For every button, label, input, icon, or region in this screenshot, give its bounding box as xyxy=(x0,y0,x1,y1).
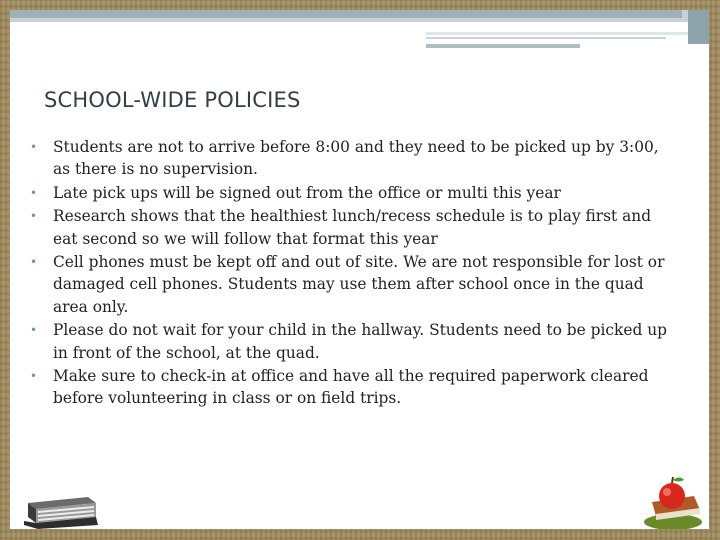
slide-title: SCHOOL-WIDE POLICIES xyxy=(44,88,301,112)
list-item-text: Late pick ups will be signed out from the office or multi this year xyxy=(53,183,561,202)
bullet-icon: • xyxy=(30,209,38,224)
list-item xyxy=(28,365,668,410)
bullet-icon: • xyxy=(30,369,38,384)
list-item xyxy=(28,136,668,181)
list-item xyxy=(28,205,668,250)
list-item xyxy=(28,182,668,204)
accent-line xyxy=(426,44,580,48)
bullet-icon: • xyxy=(30,185,38,200)
policy-list xyxy=(28,136,668,411)
slide xyxy=(10,10,709,529)
bullet-icon: • xyxy=(30,323,38,338)
corner-accent-block xyxy=(688,10,709,44)
bullet-icon: • xyxy=(30,140,38,154)
books-icon xyxy=(22,491,100,529)
list-item xyxy=(28,251,668,318)
list-item-text: Please do not wait for your child in the hallway. Students need to be picked up in front of the school, at the quad. xyxy=(53,321,667,362)
list-item-text: Cell phones must be kept off and out of site. We are not responsible for lost or damaged cell phones. Students may use them after school once in the quad area only. xyxy=(53,253,665,316)
bullet-icon: • xyxy=(30,255,38,270)
list-item-text: Make sure to check-in at office and have all the required paperwork cleared before volunteering in class or on field trips. xyxy=(53,367,649,408)
top-accent-bar-dark xyxy=(10,10,682,18)
apple-icon xyxy=(642,474,704,529)
accent-line xyxy=(426,37,666,39)
list-item-text: Research shows that the healthiest lunch/recess schedule is to play first and eat second so we will follow that format this year xyxy=(53,207,652,248)
list-item-text: Students are not to arrive before 8:00 and they need to be picked up by 3:00, as there is no supervision. xyxy=(53,138,659,179)
list-item xyxy=(28,319,668,364)
accent-line xyxy=(426,32,688,35)
